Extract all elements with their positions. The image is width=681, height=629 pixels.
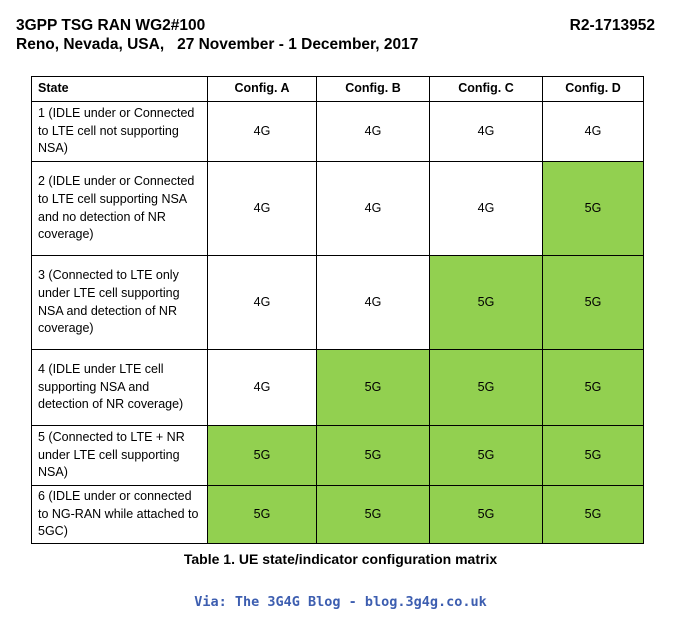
state-cell: 2 (IDLE under or Connected to LTE cell supporting NSA and no detection of NR coverage) [32,162,208,256]
state-cell: 3 (Connected to LTE only under LTE cell supporting NSA and detection of NR coverage) [32,256,208,350]
value-cell-config-c: 5G [430,350,543,426]
value-cell-config-c: 5G [430,486,543,544]
value-cell-config-a: 4G [208,256,317,350]
location-date: Reno, Nevada, USA, 27 November - 1 December, 2017 [16,36,419,53]
value-cell-config-b: 4G [317,256,430,350]
value-cell-config-b: 5G [317,426,430,486]
table-row [32,162,644,256]
table-row [32,102,644,162]
state-cell: 5 (Connected to LTE + NR under LTE cell supporting NSA) [32,426,208,486]
value-cell-config-b: 4G [317,162,430,256]
value-cell-config-d: 5G [543,256,644,350]
value-cell-config-d: 5G [543,486,644,544]
state-cell: 4 (IDLE under LTE cell supporting NSA and detection of NR coverage) [32,350,208,426]
value-cell-config-d: 4G [543,102,644,162]
document-number: R2-1713952 [569,17,655,34]
column-header-state: State [32,77,208,102]
meeting-title: 3GPP TSG RAN WG2#100 [16,17,206,34]
value-cell-config-c: 5G [430,256,543,350]
table-row [32,486,644,544]
value-cell-config-a: 4G [208,350,317,426]
value-cell-config-a: 5G [208,426,317,486]
column-header-config-d: Config. D [543,77,644,102]
via-credit: Via: The 3G4G Blog - blog.3g4g.co.uk [194,594,487,610]
column-header-config-a: Config. A [208,77,317,102]
value-cell-config-d: 5G [543,350,644,426]
configuration-matrix-table [31,76,644,544]
value-cell-config-b: 5G [317,486,430,544]
table-row [32,350,644,426]
document-header [16,17,655,35]
value-cell-config-a: 4G [208,162,317,256]
value-cell-config-a: 5G [208,486,317,544]
value-cell-config-c: 5G [430,426,543,486]
table-caption: Table 1. UE state/indicator configuration matrix [183,551,498,567]
table-row [32,426,644,486]
value-cell-config-b: 5G [317,350,430,426]
value-cell-config-d: 5G [543,426,644,486]
column-header-config-b: Config. B [317,77,430,102]
table-header-row [32,77,644,102]
table-row [32,256,644,350]
column-header-config-c: Config. C [430,77,543,102]
state-cell: 1 (IDLE under or Connected to LTE cell not supporting NSA) [32,102,208,162]
state-cell: 6 (IDLE under or connected to NG-RAN while attached to 5GC) [32,486,208,544]
value-cell-config-a: 4G [208,102,317,162]
value-cell-config-d: 5G [543,162,644,256]
value-cell-config-b: 4G [317,102,430,162]
value-cell-config-c: 4G [430,102,543,162]
value-cell-config-c: 4G [430,162,543,256]
